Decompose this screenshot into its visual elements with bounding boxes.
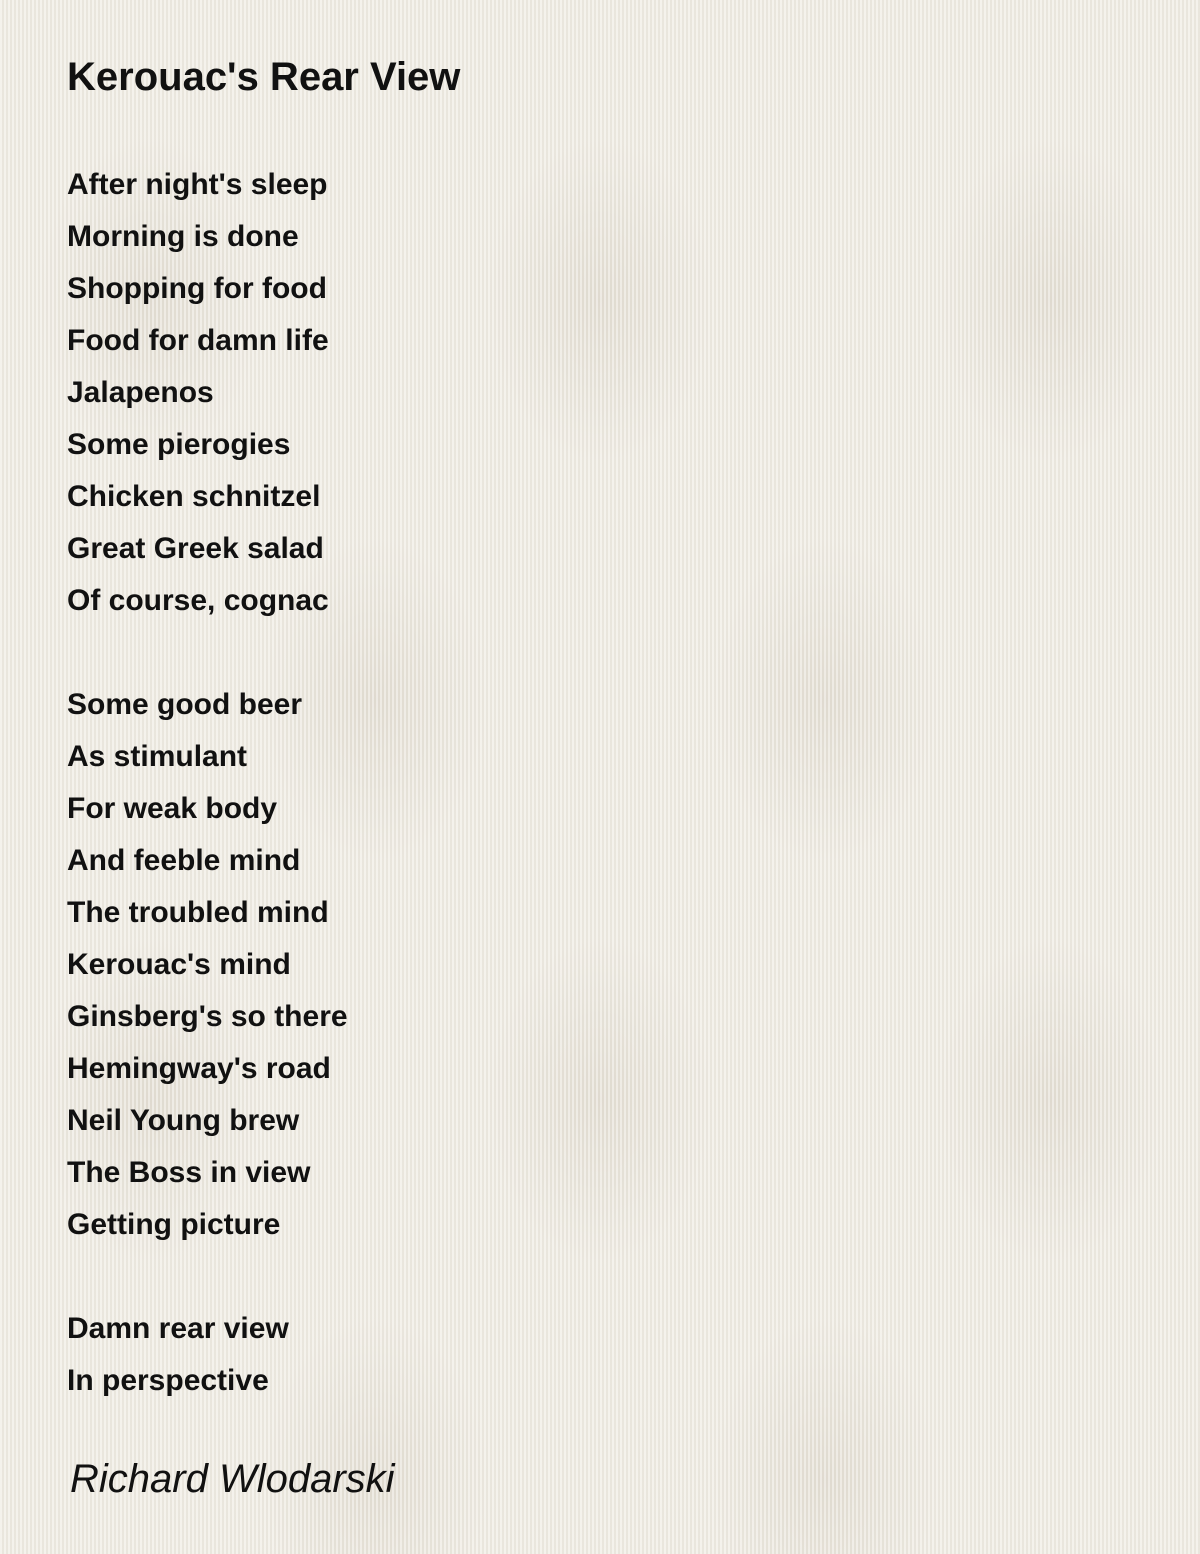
poem-line: Morning is done [67,220,299,253]
poem-line: Of course, cognac [67,584,329,617]
poem-line: In perspective [67,1364,269,1397]
poem-line: As stimulant [67,740,248,773]
poem-stanza [67,1303,1167,1407]
poem-page [67,52,1167,1407]
poem-line: Food for damn life [67,324,329,357]
poem-line: Some pierogies [67,428,291,461]
poem-line: Damn rear view [67,1312,289,1345]
poem-line: After night's sleep [67,168,328,201]
poem-author: Richard Wlodarski [70,1457,395,1501]
poem-line: And feeble mind [67,844,301,877]
poem-line: Kerouac's mind [67,948,291,981]
poem-line: Chicken schnitzel [67,480,321,513]
poem-body [67,159,1167,1407]
poem-stanza [67,159,1167,627]
poem-line: Hemingway's road [67,1052,331,1085]
poem-line: Getting picture [67,1208,281,1241]
poem-line: Some good beer [67,688,303,721]
poem-line: Neil Young brew [67,1104,300,1137]
poem-line: Shopping for food [67,272,327,305]
poem-line: For weak body [67,792,278,825]
poem-line: The troubled mind [67,896,329,929]
poem-line: Great Greek salad [67,532,324,565]
poem-title: Kerouac's Rear View [67,55,461,99]
poem-line: Ginsberg's so there [67,1000,348,1033]
poem-line: The Boss in view [67,1156,311,1189]
poem-stanza [67,679,1167,1251]
poem-line: Jalapenos [67,376,214,409]
